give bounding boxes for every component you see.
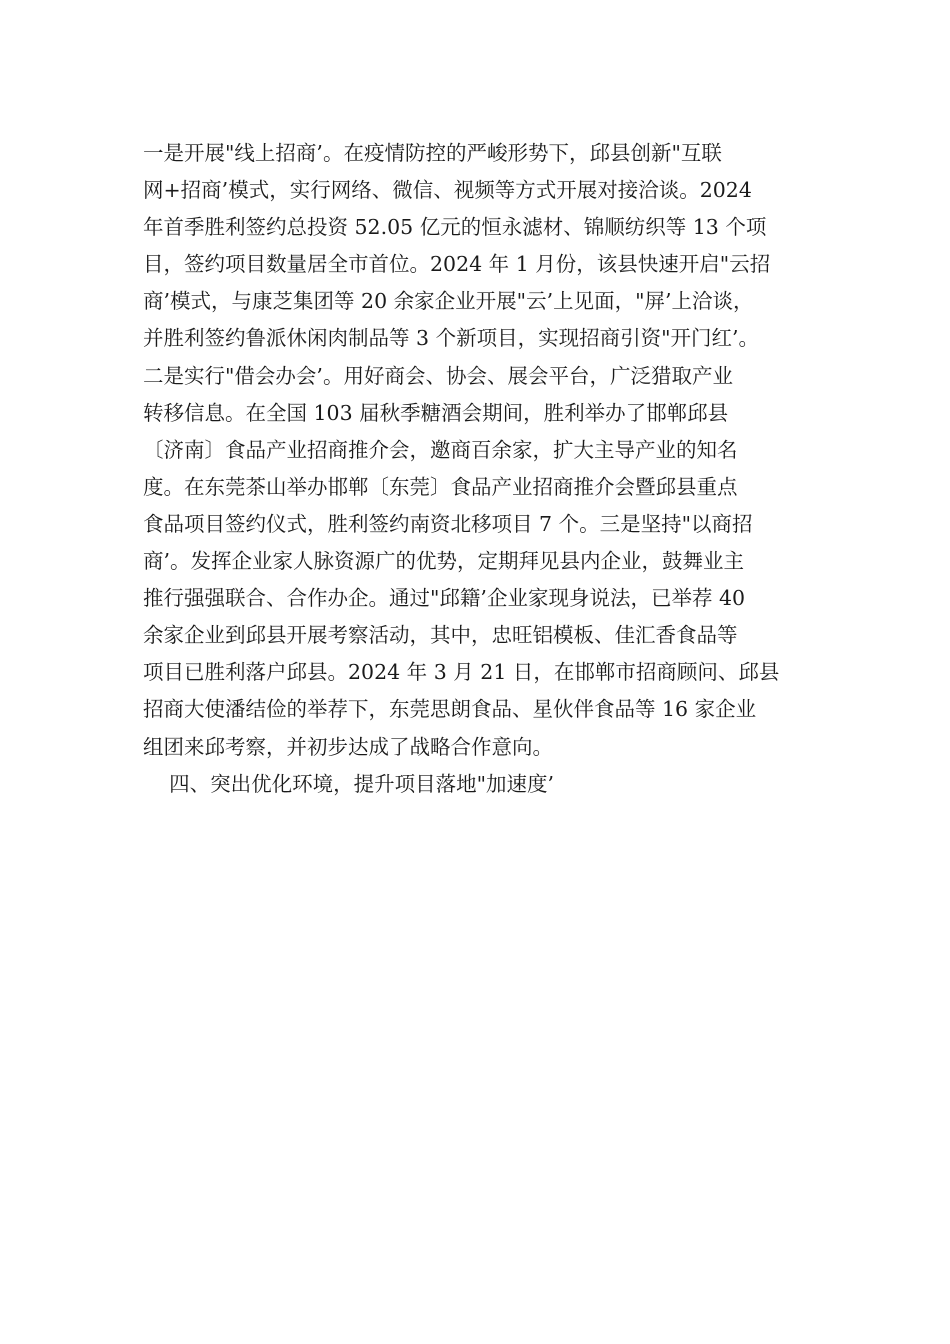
text-line-8: 转移信息。在全国 103 届秋季糖酒会期间，胜利举办了邯郸邱县: [143, 400, 729, 425]
section-heading: 四、突出优化环境，提升项目落地"加速度’: [143, 771, 555, 796]
text-line-12: 商’。发挥企业家人脉资源广的优势，定期拜见县内企业，鼓舞业主: [143, 549, 745, 574]
text-line-13: 推行强强联合、合作办企。通过"邱籍’企业家现身说法，已举荐 40: [143, 586, 746, 611]
document-body: [143, 135, 811, 803]
text-line-14: 余家企业到邱县开展考察活动，其中，忠旺铝模板、佳汇香食品等: [143, 623, 738, 648]
text-line-16: 招商大使潘结俭的举荐下，东莞思朗食品、星伙伴食品等 16 家企业: [143, 697, 757, 722]
text-line-11: 食品项目签约仪式，胜利签约南资北移项目 7 个。三是坚持"以商招: [143, 511, 753, 536]
text-line-6: 并胜利签约鲁派休闲肉制品等 3 个新项目，实现招商引资"开门红’。: [143, 326, 760, 351]
text-line-5: 商’模式，与康芝集团等 20 余家企业开展"云’上见面，"屏’上洽谈，: [143, 289, 754, 314]
text-line-9: 〔济南〕食品产业招商推介会，邀商百余家，扩大主导产业的知名: [143, 437, 738, 462]
text-line-1: 一是开展"线上招商’。在疫情防控的严峻形势下，邱县创新"互联: [143, 141, 722, 165]
text-line-3: 年首季胜利签约总投资 52.05 亿元的恒永滤材、锦顺纺织等 13 个项: [143, 215, 767, 240]
text-line-15: 项目已胜利落户邱县。2024 年 3 月 21 日，在邯郸市招商顾问、邱县: [143, 660, 780, 685]
text-line-7: 二是实行"借会办会’。用好商会、协会、展会平台，广泛猎取产业: [143, 363, 733, 388]
text-line-2: 网+招商’模式，实行网络、微信、视频等方式开展对接洽谈。2024: [143, 178, 752, 203]
text-line-4: 目，签约项目数量居全市首位。2024 年 1 月份，该县快速开启"云招: [143, 252, 771, 277]
text-line-10: 度。在东莞茶山举办邯郸〔东莞〕食品产业招商推介会暨邱县重点: [143, 474, 738, 499]
text-line-17: 组团来邱考察，并初步达成了战略合作意向。: [143, 734, 553, 759]
